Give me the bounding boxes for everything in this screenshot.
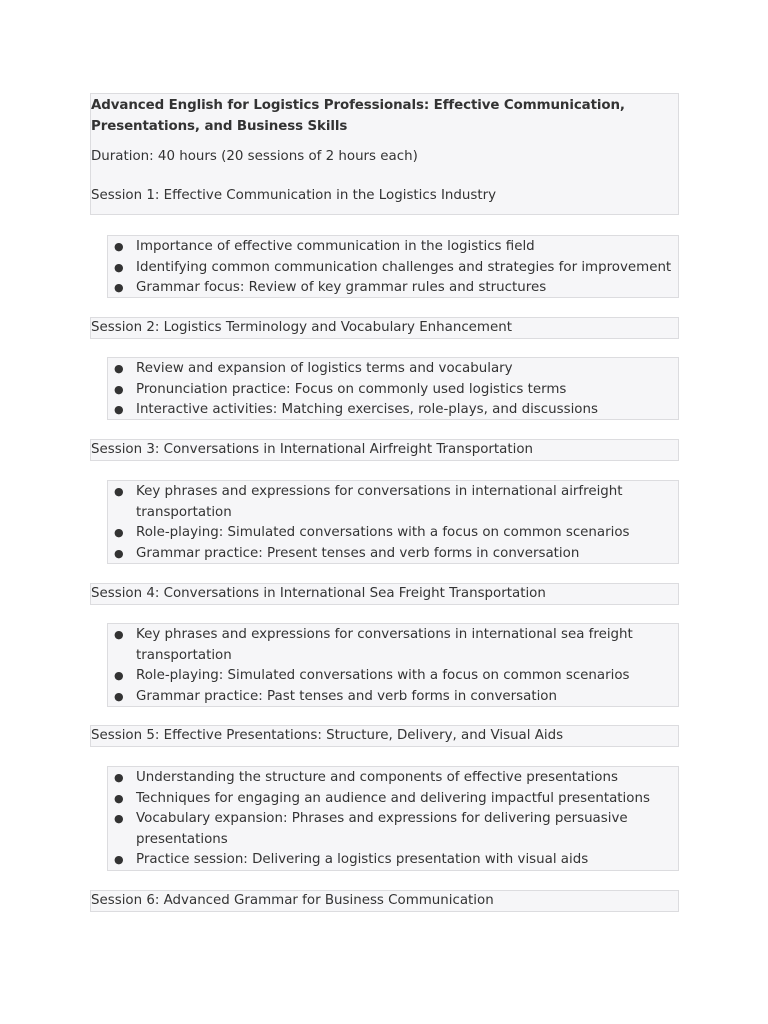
session-heading: Session 4: Conversations in International Sea Freight Transportation [90,583,679,605]
list-item: ● Pronunciation practice: Focus on commonly used logistics terms [108,380,678,401]
bullet-icon: ● [114,812,124,825]
session-heading: Session 2: Logistics Terminology and Vocabulary Enhancement [90,317,679,339]
list-item: ● Role-playing: Simulated conversations with a focus on common scenarios [108,523,678,544]
list-item: ● Understanding the structure and components of effective presentations [108,768,678,789]
list-item: ● Interactive activities: Matching exercises, role-plays, and discussions [108,400,678,421]
list-item: ● Grammar practice: Present tenses and verb forms in conversation [108,544,678,565]
session-items-list [107,480,679,564]
session-items-list [107,766,679,871]
session-heading: Session 5: Effective Presentations: Structure, Delivery, and Visual Aids [90,725,679,747]
bullet-icon: ● [114,791,124,805]
list-item: ● Practice session: Delivering a logistics presentation with visual aids [108,850,678,871]
list-item: ● Grammar focus: Review of key grammar rules and structures [108,278,678,299]
bullet-icon: ● [114,689,124,703]
list-item: ● Review and expansion of logistics terms and vocabulary [108,359,678,380]
bullet-icon: ● [114,628,124,641]
bullet-icon: ● [114,260,124,274]
list-item: ● Importance of effective communication in the logistics field [108,237,678,258]
bullet-icon: ● [114,281,124,294]
list-item: ● Key phrases and expressions for conversations in international sea freight transportation [114,627,633,663]
course-header [90,93,679,215]
list-item: ● Grammar practice: Past tenses and verb forms in conversation [108,687,678,708]
session-heading: Session 3: Conversations in International Airfreight Transportation [90,439,679,461]
duration-text: Duration: 40 hours (20 sessions of 2 hours each) [91,149,418,164]
session-items-list [107,235,679,298]
session-heading: Session 6: Advanced Grammar for Business Communication [90,890,679,912]
bullet-icon: ● [114,485,124,498]
course-title: Advanced English for Logistics Professionals: Effective Communication, Presentations, and Business Skills [91,98,625,134]
bullet-icon: ● [114,546,124,560]
list-item: ● Role-playing: Simulated conversations with a focus on common scenarios [108,666,678,687]
bullet-icon: ● [114,853,124,866]
bullet-icon: ● [114,669,124,682]
list-item: ● Key phrases and expressions for conversations in international airfreight transportation [114,484,623,520]
bullet-icon: ● [114,771,124,784]
list-item: ● Identifying common communication challenges and strategies for improvement [108,258,678,279]
bullet-icon: ● [114,403,124,416]
bullet-icon: ● [114,526,124,539]
list-item: ● Techniques for engaging an audience and delivering impactful presentations [108,789,678,810]
bullet-icon: ● [114,382,124,396]
session-heading: Session 1: Effective Communication in the Logistics Industry [91,188,497,203]
session-items-list [107,357,679,420]
session-items-list [107,623,679,707]
bullet-icon: ● [114,362,124,375]
list-item: ● Vocabulary expansion: Phrases and expressions for delivering persuasive presentations [114,811,628,847]
bullet-icon: ● [114,240,124,253]
